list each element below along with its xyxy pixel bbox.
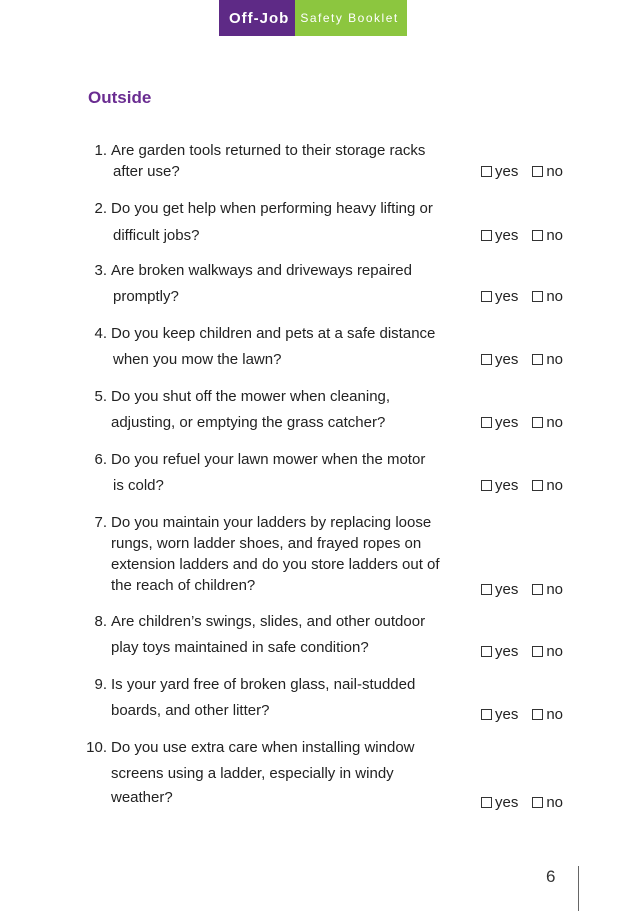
- yes-option[interactable]: [481, 163, 518, 180]
- question-number: 1.: [94, 142, 107, 159]
- header-left-label: Off-Job: [219, 0, 295, 36]
- yes-option[interactable]: [481, 288, 518, 305]
- yes-option[interactable]: [481, 227, 518, 244]
- yes-label: yes: [495, 227, 519, 244]
- answer-options: [481, 643, 563, 660]
- yes-checkbox[interactable]: [481, 354, 492, 365]
- no-label: no: [546, 794, 564, 811]
- question-line: promptly?: [113, 288, 179, 305]
- yes-option[interactable]: [481, 706, 518, 723]
- question-line: extension ladders and do you store ladders out of: [111, 556, 440, 573]
- no-label: no: [546, 351, 564, 368]
- yes-option[interactable]: [481, 643, 518, 660]
- yes-checkbox[interactable]: [481, 797, 492, 808]
- answer-options: [481, 163, 563, 180]
- header-right-label: Safety Booklet: [295, 0, 406, 36]
- question-number: 4.: [94, 325, 107, 342]
- no-option[interactable]: [532, 351, 563, 368]
- question-line: Are children’s swings, slides, and other outdoor: [111, 613, 426, 630]
- question-line: is cold?: [113, 477, 164, 494]
- question-line: Do you get help when performing heavy lifting or: [111, 200, 433, 217]
- question-line: after use?: [113, 163, 180, 180]
- no-option[interactable]: [532, 581, 563, 598]
- yes-checkbox[interactable]: [481, 166, 492, 177]
- no-checkbox[interactable]: [532, 646, 543, 657]
- page-number: 6: [546, 867, 556, 886]
- question-line: when you mow the lawn?: [113, 351, 282, 368]
- question-line: Do you keep children and pets at a safe distance: [111, 325, 436, 342]
- yes-label: yes: [495, 414, 519, 431]
- page-number-divider: [578, 866, 579, 911]
- question-line: rungs, worn ladder shoes, and frayed ropes on: [111, 535, 422, 552]
- yes-label: yes: [495, 706, 519, 723]
- yes-checkbox[interactable]: [481, 646, 492, 657]
- no-label: no: [546, 227, 564, 244]
- no-option[interactable]: [532, 227, 563, 244]
- yes-label: yes: [495, 288, 519, 305]
- no-label: no: [546, 414, 564, 431]
- question-line: adjusting, or emptying the grass catcher?: [111, 414, 386, 431]
- yes-checkbox[interactable]: [481, 480, 492, 491]
- yes-label: yes: [495, 581, 519, 598]
- yes-label: yes: [495, 477, 519, 494]
- booklet-header: [219, 0, 407, 36]
- answer-options: [481, 227, 563, 244]
- question-line: Is your yard free of broken glass, nail-studded: [111, 676, 416, 693]
- question-number: 10.: [86, 739, 107, 756]
- no-label: no: [546, 477, 564, 494]
- question-line: screens using a ladder, especially in windy: [111, 765, 394, 782]
- no-checkbox[interactable]: [532, 797, 543, 808]
- question-number: 7.: [94, 514, 107, 531]
- question-line: play toys maintained in safe condition?: [111, 639, 369, 656]
- yes-checkbox[interactable]: [481, 709, 492, 720]
- answer-options: [481, 351, 563, 368]
- no-checkbox[interactable]: [532, 480, 543, 491]
- question-line: Do you shut off the mower when cleaning,: [111, 388, 391, 405]
- question-number: 3.: [94, 262, 107, 279]
- yes-label: yes: [495, 643, 519, 660]
- no-checkbox[interactable]: [532, 230, 543, 241]
- answer-options: [481, 414, 563, 431]
- no-option[interactable]: [532, 794, 563, 811]
- question-line: Do you use extra care when installing window: [111, 739, 415, 756]
- yes-checkbox[interactable]: [481, 417, 492, 428]
- question-number: 8.: [94, 613, 107, 630]
- no-option[interactable]: [532, 706, 563, 723]
- answer-options: [481, 706, 563, 723]
- question-line: the reach of children?: [111, 577, 256, 594]
- no-label: no: [546, 581, 564, 598]
- yes-label: yes: [495, 163, 519, 180]
- no-option[interactable]: [532, 414, 563, 431]
- no-checkbox[interactable]: [532, 291, 543, 302]
- yes-checkbox[interactable]: [481, 291, 492, 302]
- question-line: Do you maintain your ladders by replacing loose: [111, 514, 432, 531]
- yes-label: yes: [495, 351, 519, 368]
- no-label: no: [546, 706, 564, 723]
- answer-options: [481, 581, 563, 598]
- yes-option[interactable]: [481, 351, 518, 368]
- question-number: 2.: [94, 200, 107, 217]
- no-checkbox[interactable]: [532, 354, 543, 365]
- no-option[interactable]: [532, 163, 563, 180]
- answer-options: [481, 794, 563, 811]
- no-checkbox[interactable]: [532, 417, 543, 428]
- question-line: Are broken walkways and driveways repaired: [111, 262, 412, 279]
- answer-options: [481, 477, 563, 494]
- yes-option[interactable]: [481, 414, 518, 431]
- yes-checkbox[interactable]: [481, 230, 492, 241]
- question-line: Are garden tools returned to their storage racks: [111, 142, 426, 159]
- no-label: no: [546, 288, 564, 305]
- no-label: no: [546, 643, 564, 660]
- answer-options: [481, 288, 563, 305]
- question-number: 9.: [94, 676, 107, 693]
- yes-option[interactable]: [481, 581, 518, 598]
- no-option[interactable]: [532, 643, 563, 660]
- no-checkbox[interactable]: [532, 584, 543, 595]
- yes-checkbox[interactable]: [481, 584, 492, 595]
- no-option[interactable]: [532, 477, 563, 494]
- section-title: Outside: [88, 88, 152, 107]
- yes-option[interactable]: [481, 794, 518, 811]
- yes-label: yes: [495, 794, 519, 811]
- no-label: no: [546, 163, 564, 180]
- question-number: 5.: [94, 388, 107, 405]
- no-checkbox[interactable]: [532, 166, 543, 177]
- no-checkbox[interactable]: [532, 709, 543, 720]
- question-number: 6.: [94, 451, 107, 468]
- question-line: difficult jobs?: [113, 227, 200, 244]
- question-line: Do you refuel your lawn mower when the motor: [111, 451, 426, 468]
- question-line: boards, and other litter?: [111, 702, 270, 719]
- yes-option[interactable]: [481, 477, 518, 494]
- question-line: weather?: [111, 789, 173, 806]
- no-option[interactable]: [532, 288, 563, 305]
